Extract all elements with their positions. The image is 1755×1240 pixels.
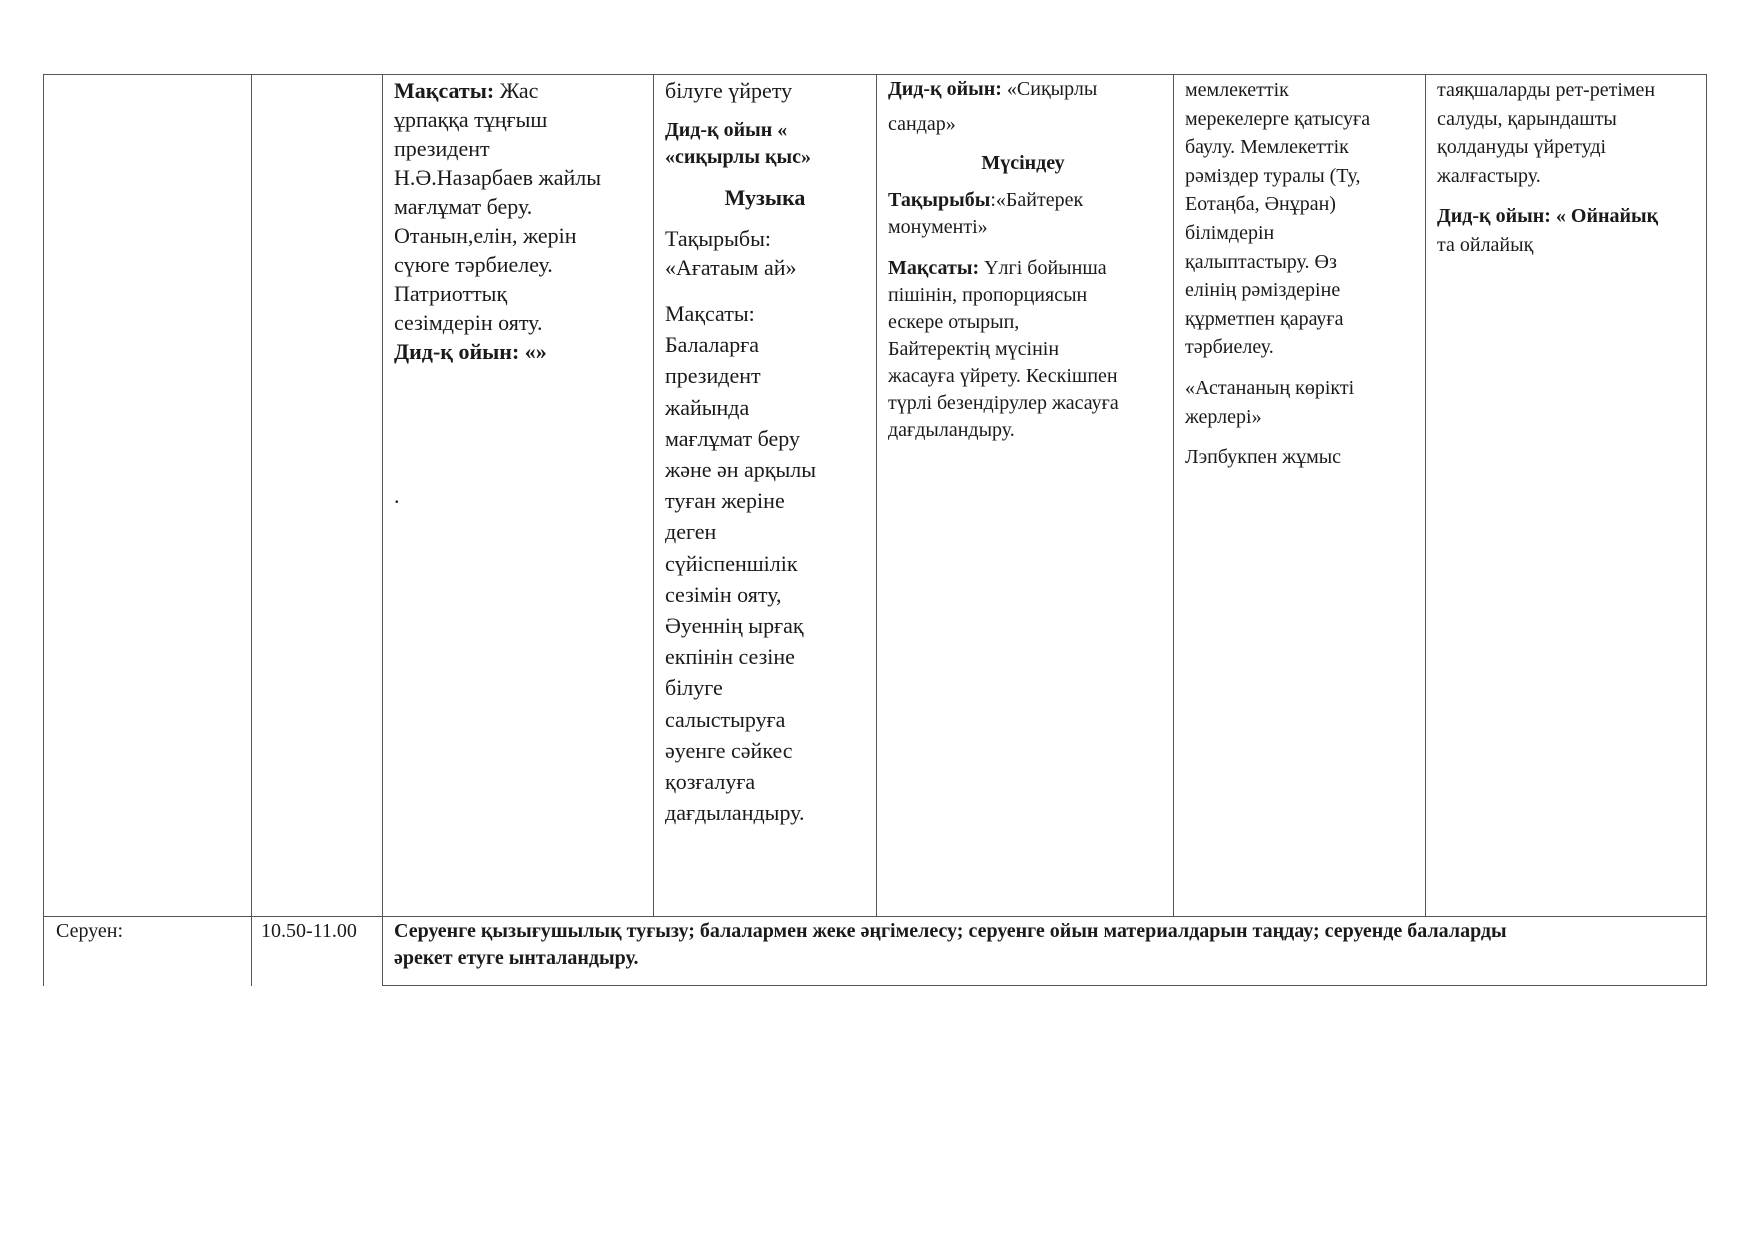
goal-text: Отанын,елін, жерін bbox=[394, 223, 577, 248]
goal-line: Үлгі бойынша bbox=[984, 257, 1107, 279]
col-border-4 bbox=[653, 74, 654, 916]
cell-col5 bbox=[888, 76, 1172, 444]
goal-text: сүюге тәрбиелеу. bbox=[394, 252, 553, 277]
col-border-7 bbox=[1425, 74, 1426, 916]
sculpt-title: Мүсіндеу bbox=[981, 152, 1065, 174]
col-border-6 bbox=[1173, 74, 1174, 916]
goal-line: қозғалуға bbox=[665, 769, 756, 795]
did-game-value: «сиқырлы қыс» bbox=[665, 146, 812, 168]
did-game-label: Дид-қ ойын « bbox=[665, 119, 788, 141]
goal-line: ескере отырып, bbox=[888, 311, 1020, 333]
did-game-label: Дид-қ ойын: bbox=[1437, 205, 1551, 228]
topic-label: Тақырыбы: bbox=[665, 226, 771, 251]
table-right-border bbox=[1706, 74, 1707, 986]
did-game-value: та ойлайық bbox=[1437, 233, 1534, 256]
goal-line: сезімін ояту, bbox=[665, 581, 782, 607]
goal-line: білуге bbox=[665, 675, 723, 701]
topic-value: монументі» bbox=[888, 216, 988, 238]
walk-time: 10.50-11.00 bbox=[261, 920, 357, 942]
goal-line: түрлі безендірулер жасауға bbox=[888, 392, 1119, 414]
goal-line: сүйіспеншілік bbox=[665, 550, 798, 576]
topic-value: «Ағатаым ай» bbox=[665, 255, 797, 280]
text-line: баулу. Мемлекеттік bbox=[1185, 136, 1349, 159]
goal-line: Мақсаты: bbox=[665, 301, 755, 326]
walk-description bbox=[394, 918, 1699, 972]
astana-title: «Астананың көрікті bbox=[1185, 376, 1355, 399]
did-game-value: сандар» bbox=[888, 113, 956, 135]
text-line: таяқшаларды рет-ретімен bbox=[1437, 79, 1656, 101]
goal-text: Жас bbox=[499, 78, 539, 103]
col-border-1 bbox=[43, 74, 44, 986]
goal-text: Патриоттық bbox=[394, 281, 508, 306]
text-line: Еотаңба, Әнұран) bbox=[1185, 193, 1336, 216]
goal-line: салыстыруға bbox=[665, 706, 786, 732]
goal-text: президент bbox=[394, 136, 490, 161]
text-line: жалғастыру. bbox=[1437, 164, 1541, 187]
goal-text: сезімдерін ояту. bbox=[394, 310, 543, 335]
cell-col6 bbox=[1185, 76, 1423, 472]
text-line: мерекелерге қатысуға bbox=[1185, 107, 1371, 130]
goal-line: Байтеректің мүсінін bbox=[888, 338, 1060, 360]
astana-title: жерлері» bbox=[1185, 405, 1262, 428]
text-line: тәрбиелеу. bbox=[1185, 336, 1274, 359]
goal-line: дағдыландыру. bbox=[888, 419, 1015, 441]
goal-label: Мақсаты: bbox=[394, 78, 495, 103]
cell-col4 bbox=[665, 76, 875, 828]
cell-col3 bbox=[394, 76, 649, 366]
col-border-2 bbox=[251, 74, 252, 986]
goal-line: екпінін сезіне bbox=[665, 644, 795, 670]
goal-text: ұрпаққа тұңғыш bbox=[394, 107, 548, 132]
text-line: рәміздер туралы (Ту, bbox=[1185, 164, 1361, 187]
did-game-label: Дид-қ ойын: «» bbox=[394, 339, 547, 364]
goal-line: Балаларға bbox=[665, 332, 760, 358]
goal-line: Әуеннің ырғақ bbox=[665, 613, 804, 639]
col-border-3 bbox=[382, 74, 383, 986]
music-title: Музыка bbox=[724, 185, 806, 210]
did-game-label: Дид-қ ойын: bbox=[888, 78, 1002, 100]
goal-line: әуенге сәйкес bbox=[665, 737, 793, 763]
goal-line: жасауға үйрету. Кескішпен bbox=[888, 365, 1118, 387]
goal-label: Мақсаты: bbox=[888, 257, 980, 279]
goal-line: пішінін, пропорциясын bbox=[888, 284, 1088, 306]
topic-label: Тақырыбы bbox=[888, 189, 991, 211]
walk-text: Серуенге қызығушылық туғызу; балалармен жеке әңгімелесу; серуенге ойын материалдарын таңдау; серуенде балаларды bbox=[394, 920, 1507, 942]
goal-line: деген bbox=[665, 519, 717, 545]
goal-text: мағлұмат беру. bbox=[394, 194, 533, 219]
cell-col7 bbox=[1437, 76, 1703, 260]
text-line: құрметпен қарауға bbox=[1185, 307, 1344, 330]
walk-text: әрекет етуге ынталандыру. bbox=[394, 947, 639, 969]
goal-line: жайында bbox=[665, 394, 750, 420]
goal-line: мағлұмат беру bbox=[665, 425, 800, 451]
lapbook-text: Лэпбукпен жұмыс bbox=[1185, 446, 1342, 469]
table-top-border bbox=[43, 74, 1707, 75]
goal-text: Н.Ә.Назарбаев жайлы bbox=[394, 165, 601, 190]
dot-mark: . bbox=[394, 483, 400, 508]
text-line: салуды, қарындашты bbox=[1437, 107, 1617, 130]
walk-label: Серуен: bbox=[56, 920, 124, 942]
goal-line: президент bbox=[665, 363, 761, 389]
text-line: білімдерін bbox=[1185, 221, 1275, 244]
table-bottom-border bbox=[382, 985, 1707, 986]
text-line: мемлекеттік bbox=[1185, 79, 1289, 101]
text-line: қолдануды үйретуді bbox=[1437, 136, 1607, 159]
goal-line: және ән арқылы bbox=[665, 457, 817, 483]
col4-goal-block bbox=[665, 298, 875, 828]
row-divider bbox=[43, 916, 1707, 917]
text-line: қалыптастыру. Өз bbox=[1185, 250, 1337, 273]
goal-line: туған жеріне bbox=[665, 488, 785, 514]
goal-line: дағдыландыру. bbox=[665, 800, 805, 826]
col4-top-text: білуге үйрету bbox=[665, 78, 793, 103]
topic-value: :«Байтерек bbox=[990, 189, 1084, 211]
did-game-value: « Ойнайық bbox=[1555, 205, 1659, 228]
col-border-5 bbox=[876, 74, 877, 916]
text-line: елінің рәміздеріне bbox=[1185, 279, 1341, 302]
did-game-value: «Сиқырлы bbox=[1006, 78, 1098, 100]
